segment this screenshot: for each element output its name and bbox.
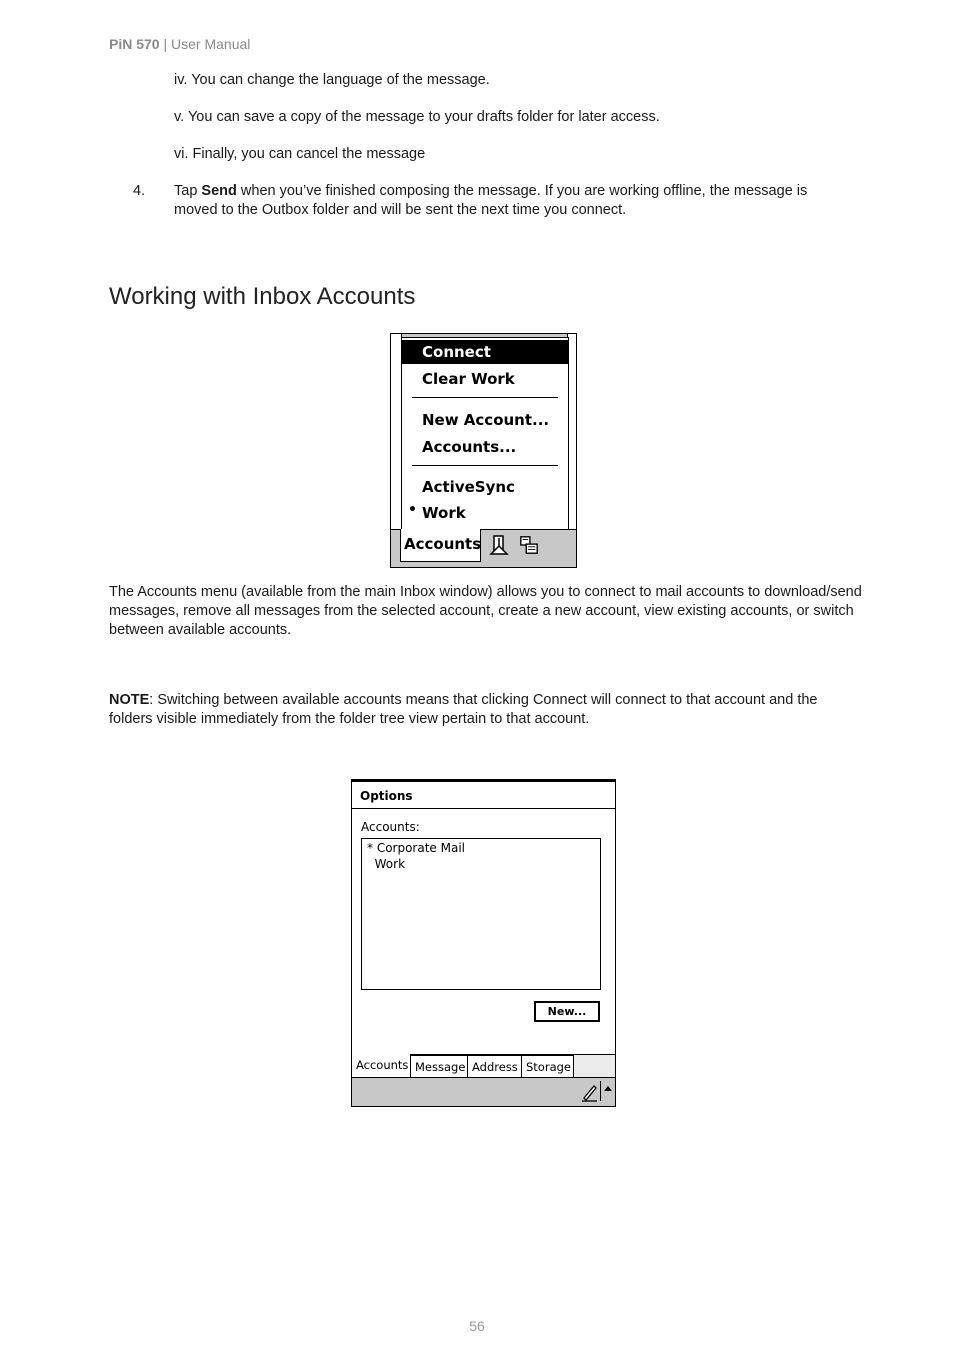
header-title: User Manual — [171, 36, 251, 52]
step-iv: iv. You can change the language of the message. — [174, 72, 490, 88]
account-work[interactable]: Work — [367, 857, 406, 871]
step-4-prefix: Tap — [174, 183, 202, 199]
menu-separator — [412, 465, 558, 466]
menu-item-work[interactable]: Work — [422, 504, 466, 522]
menu-bar — [391, 529, 576, 568]
tab-address[interactable]: Address — [468, 1055, 522, 1077]
accounts-menu-description: The Accounts menu (available from the main Inbox window) allows you to connect to mail accounts to download/send messages, remove all messages from the selected account, create a new account, view existing accounts, or switch between available accounts. — [109, 584, 862, 638]
step-4-text — [174, 182, 864, 220]
note-text-before: : Switching between available accounts means that clicking — [149, 692, 533, 708]
pen-input-icon[interactable] — [581, 1082, 599, 1102]
toolbar-separator — [600, 1081, 601, 1101]
step-vi: vi. Finally, you can cancel the message — [174, 146, 426, 162]
note-connect-word: Connect — [532, 692, 587, 708]
send-receive-icon[interactable] — [489, 534, 509, 556]
step-4-send: Send — [201, 183, 237, 199]
accounts-list[interactable] — [361, 838, 601, 990]
note-label: NOTE — [109, 692, 150, 708]
menu-item-clear-work[interactable]: Clear Work — [422, 370, 515, 388]
accounts-menu-screenshot — [390, 333, 577, 568]
note-text-after: will connect to that account and the folders visible immediately from the folder tree view pertain to that account. — [109, 692, 818, 727]
note-paragraph — [109, 691, 829, 729]
title-divider — [352, 808, 615, 809]
step-4-line2: moved to the Outbox folder and will be sent the next time you connect. — [174, 202, 627, 218]
accounts-menu-tab[interactable]: Accounts — [400, 529, 481, 562]
selected-bullet-icon: • — [408, 502, 417, 518]
tab-storage[interactable]: Storage — [522, 1055, 574, 1077]
menu-item-new-account[interactable]: New Account... — [422, 411, 550, 429]
menu-item-accounts[interactable]: Accounts... — [422, 438, 517, 456]
folder-list-icon[interactable] — [519, 534, 539, 556]
accounts-menu — [401, 337, 569, 531]
header-product: PiN 570 — [109, 36, 160, 52]
options-dialog-screenshot — [351, 779, 616, 1107]
options-title: Options — [360, 789, 413, 803]
menu-separator — [412, 397, 558, 398]
options-tabs — [352, 1054, 615, 1077]
tab-message[interactable]: Message — [411, 1055, 468, 1077]
new-account-button[interactable]: New... — [534, 1001, 600, 1022]
account-corporate-mail[interactable]: * Corporate Mail — [367, 841, 465, 855]
tab-accounts[interactable]: Accounts — [352, 1054, 411, 1077]
step-v: v. You can save a copy of the message to your drafts folder for later access. — [174, 109, 660, 125]
menu-item-activesync[interactable]: ActiveSync — [422, 478, 515, 496]
step-4-number: 4. — [133, 183, 146, 199]
step-4-line1: when you’ve finished composing the message. If you are working offline, the message is — [236, 183, 808, 199]
bottom-toolbar — [352, 1077, 615, 1107]
input-menu-arrow-icon[interactable] — [604, 1086, 612, 1091]
running-header — [109, 36, 250, 52]
header-separator: | — [159, 36, 172, 52]
page-number: 56 — [469, 1318, 485, 1334]
menu-item-connect[interactable]: Connect — [402, 340, 568, 364]
section-title: Working with Inbox Accounts — [109, 283, 416, 310]
accounts-label: Accounts: — [361, 820, 420, 834]
